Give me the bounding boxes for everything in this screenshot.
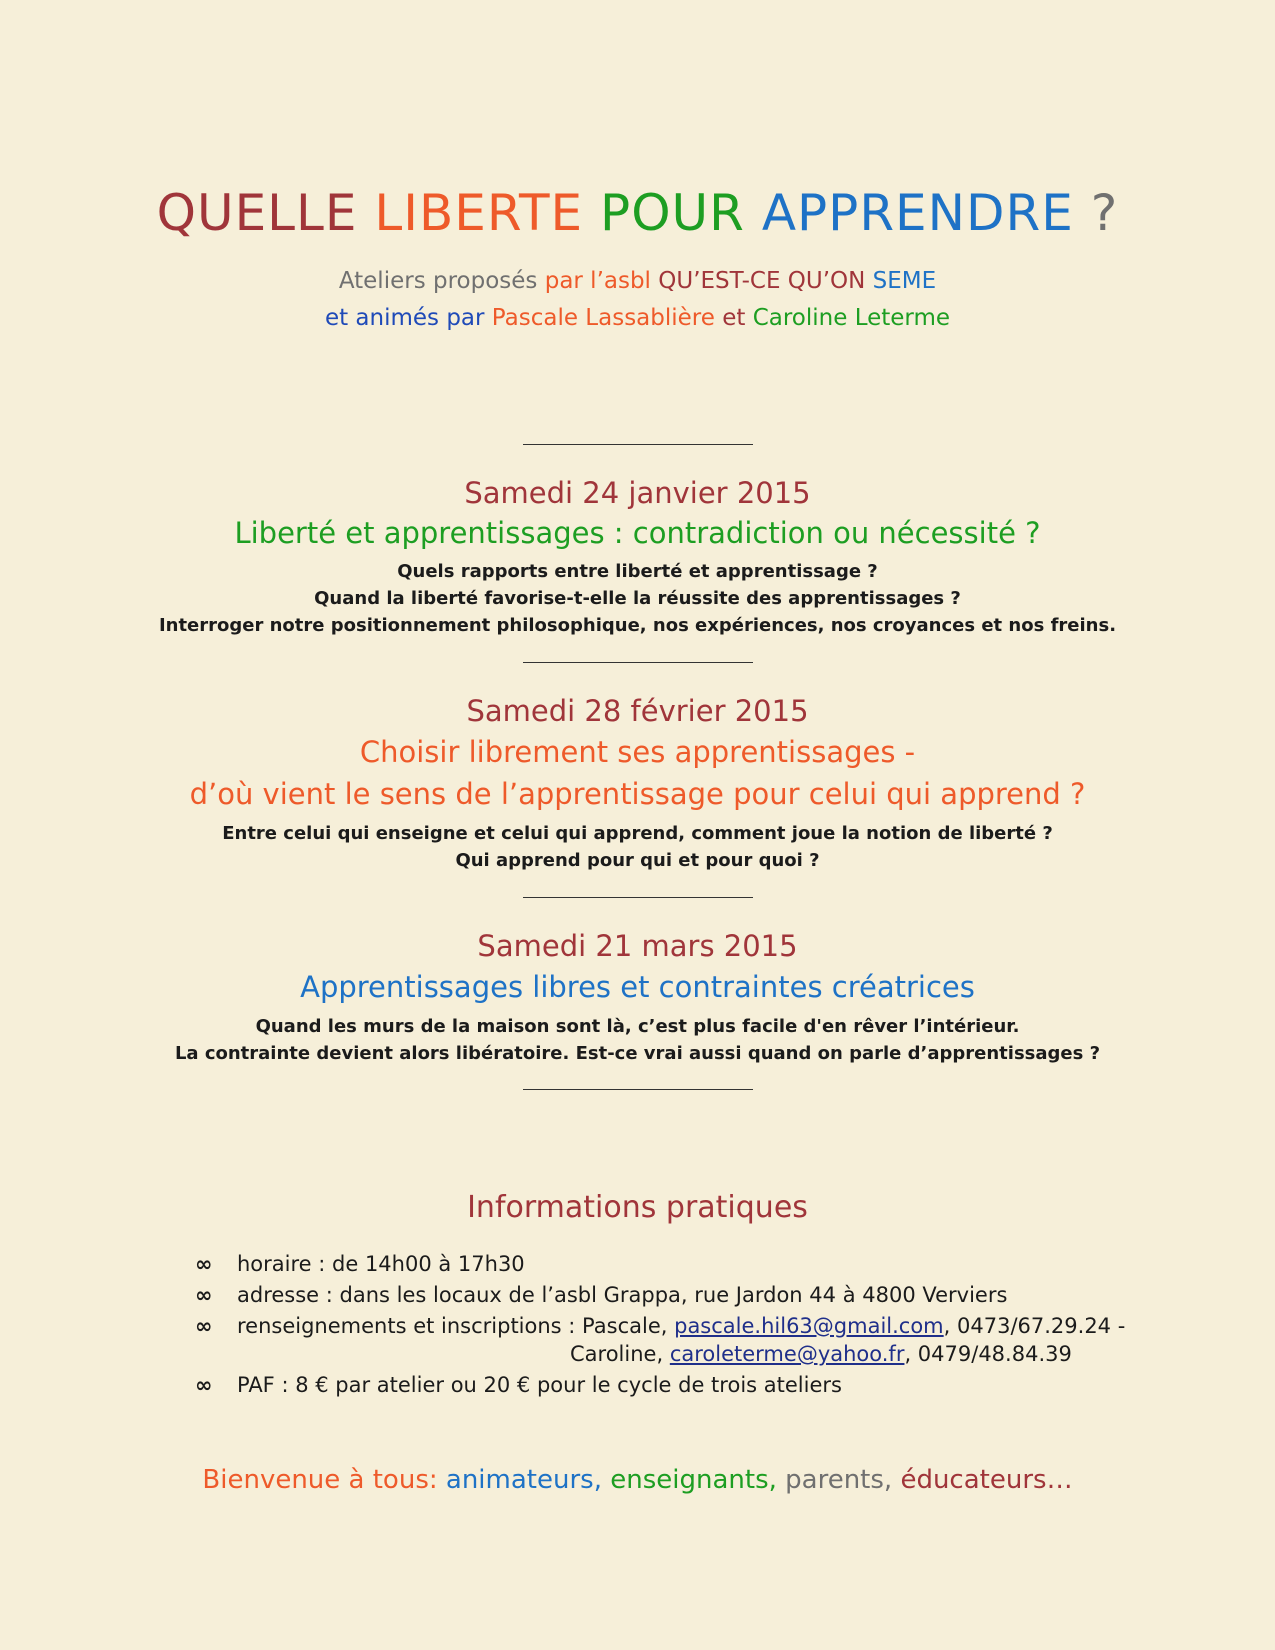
title-word-liberte: LIBERTE (374, 184, 584, 242)
session-2-theme-1: Choisir librement ses apprentissages - (359, 735, 916, 769)
subtitle-line-1 (0, 268, 1275, 294)
info-paf-text: PAF : 8 € par atelier ou 20 € pour le cycle de trois ateliers (237, 1373, 842, 1397)
session-1-desc-2: Quand la liberté favorise-t-elle la réussite des apprentissages ? (314, 588, 961, 609)
subtitle-par-asbl: par l’asbl (544, 268, 651, 294)
welcome-animateurs: animateurs, (445, 1465, 602, 1495)
welcome-bienvenue: Bienvenue à tous: (202, 1465, 438, 1495)
session-1-date: Samedi 24 janvier 2015 (464, 476, 811, 510)
email-link-pascale[interactable]: pascale.hil63@gmail.com (674, 1314, 944, 1338)
welcome-line (0, 1465, 1275, 1495)
title-question-mark: ? (1090, 184, 1119, 242)
info-item-adresse (195, 1283, 1007, 1307)
subtitle-line-2 (0, 305, 1275, 331)
subtitle-pascale: Pascale Lassablière (491, 305, 715, 331)
info-item-paf (195, 1373, 842, 1397)
infinity-bullet-icon: ∞ (195, 1283, 213, 1307)
session-1-desc-1: Quels rapports entre liberté et apprentissage ? (397, 561, 878, 582)
info-item-renseignements-2 (570, 1342, 1072, 1366)
infinity-bullet-icon: ∞ (195, 1314, 213, 1338)
email-link-caroline[interactable]: caroleterme@yahoo.fr (669, 1342, 905, 1366)
infinity-bullet-icon: ∞ (195, 1252, 213, 1276)
subtitle-animes-par: et animés par (324, 305, 485, 331)
subtitle-ateliers: Ateliers proposés (338, 268, 538, 294)
session-2-theme-2: d’où vient le sens de l’apprentissage pour celui qui apprend ? (189, 777, 1086, 811)
info-adresse-text: adresse : dans les locaux de l’asbl Grappa, rue Jardon 44 à 4800 Verviers (237, 1283, 1008, 1307)
separator-2 (523, 662, 753, 663)
infinity-bullet-icon: ∞ (195, 1373, 213, 1397)
welcome-educateurs: éducateurs… (900, 1465, 1073, 1495)
session-1-desc-3: Interroger notre positionnement philosophique, nos expériences, nos croyances et nos freins. (158, 615, 1117, 636)
session-3-desc-2: La contrainte devient alors libératoire. Est-ce vrai aussi quand on parle d’apprentissages ? (174, 1043, 1101, 1064)
session-3-theme: Apprentissages libres et contraintes créatrices (300, 970, 975, 1004)
welcome-parents: parents, (785, 1465, 893, 1495)
session-2-desc-2: Qui apprend pour qui et pour quoi ? (455, 850, 820, 871)
title-word-apprendre: APPRENDRE (761, 184, 1074, 242)
separator-3 (523, 897, 753, 898)
session-2-date: Samedi 28 février 2015 (466, 694, 809, 728)
info-rens-label: renseignements et inscriptions : Pascale, (237, 1314, 668, 1338)
session-3-date: Samedi 21 mars 2015 (477, 929, 798, 963)
subtitle-org-seme: SEME (872, 268, 937, 294)
welcome-enseignants: enseignants, (610, 1465, 777, 1495)
info-title: Informations pratiques (467, 1190, 808, 1225)
subtitle-et: et (722, 305, 746, 331)
separator-1 (523, 444, 753, 445)
info-item-horaire (195, 1252, 525, 1276)
info-tel-caroline: , 0479/48.84.39 (904, 1342, 1072, 1366)
info-item-renseignements (195, 1314, 1125, 1338)
session-2-desc-1: Entre celui qui enseigne et celui qui apprend, comment joue la notion de liberté ? (222, 823, 1053, 844)
page-title (0, 184, 1275, 242)
info-rens-label-caroline: Caroline, (570, 1342, 664, 1366)
separator-4 (523, 1089, 753, 1090)
session-1-theme: Liberté et apprentissages : contradiction ou nécessité ? (234, 516, 1041, 550)
info-horaire-text: horaire : de 14h00 à 17h30 (237, 1252, 525, 1276)
session-3-desc-1: Quand les murs de la maison sont là, c’est plus facile d'en rêver l’intérieur. (255, 1016, 1020, 1037)
subtitle-caroline: Caroline Leterme (752, 305, 951, 331)
title-word-quelle: QUELLE (156, 184, 358, 242)
subtitle-org-name: QU’EST-CE QU’ON (658, 268, 866, 294)
info-tel-pascale: , 0473/67.29.24 - (943, 1314, 1126, 1338)
title-word-pour: POUR (600, 184, 745, 242)
